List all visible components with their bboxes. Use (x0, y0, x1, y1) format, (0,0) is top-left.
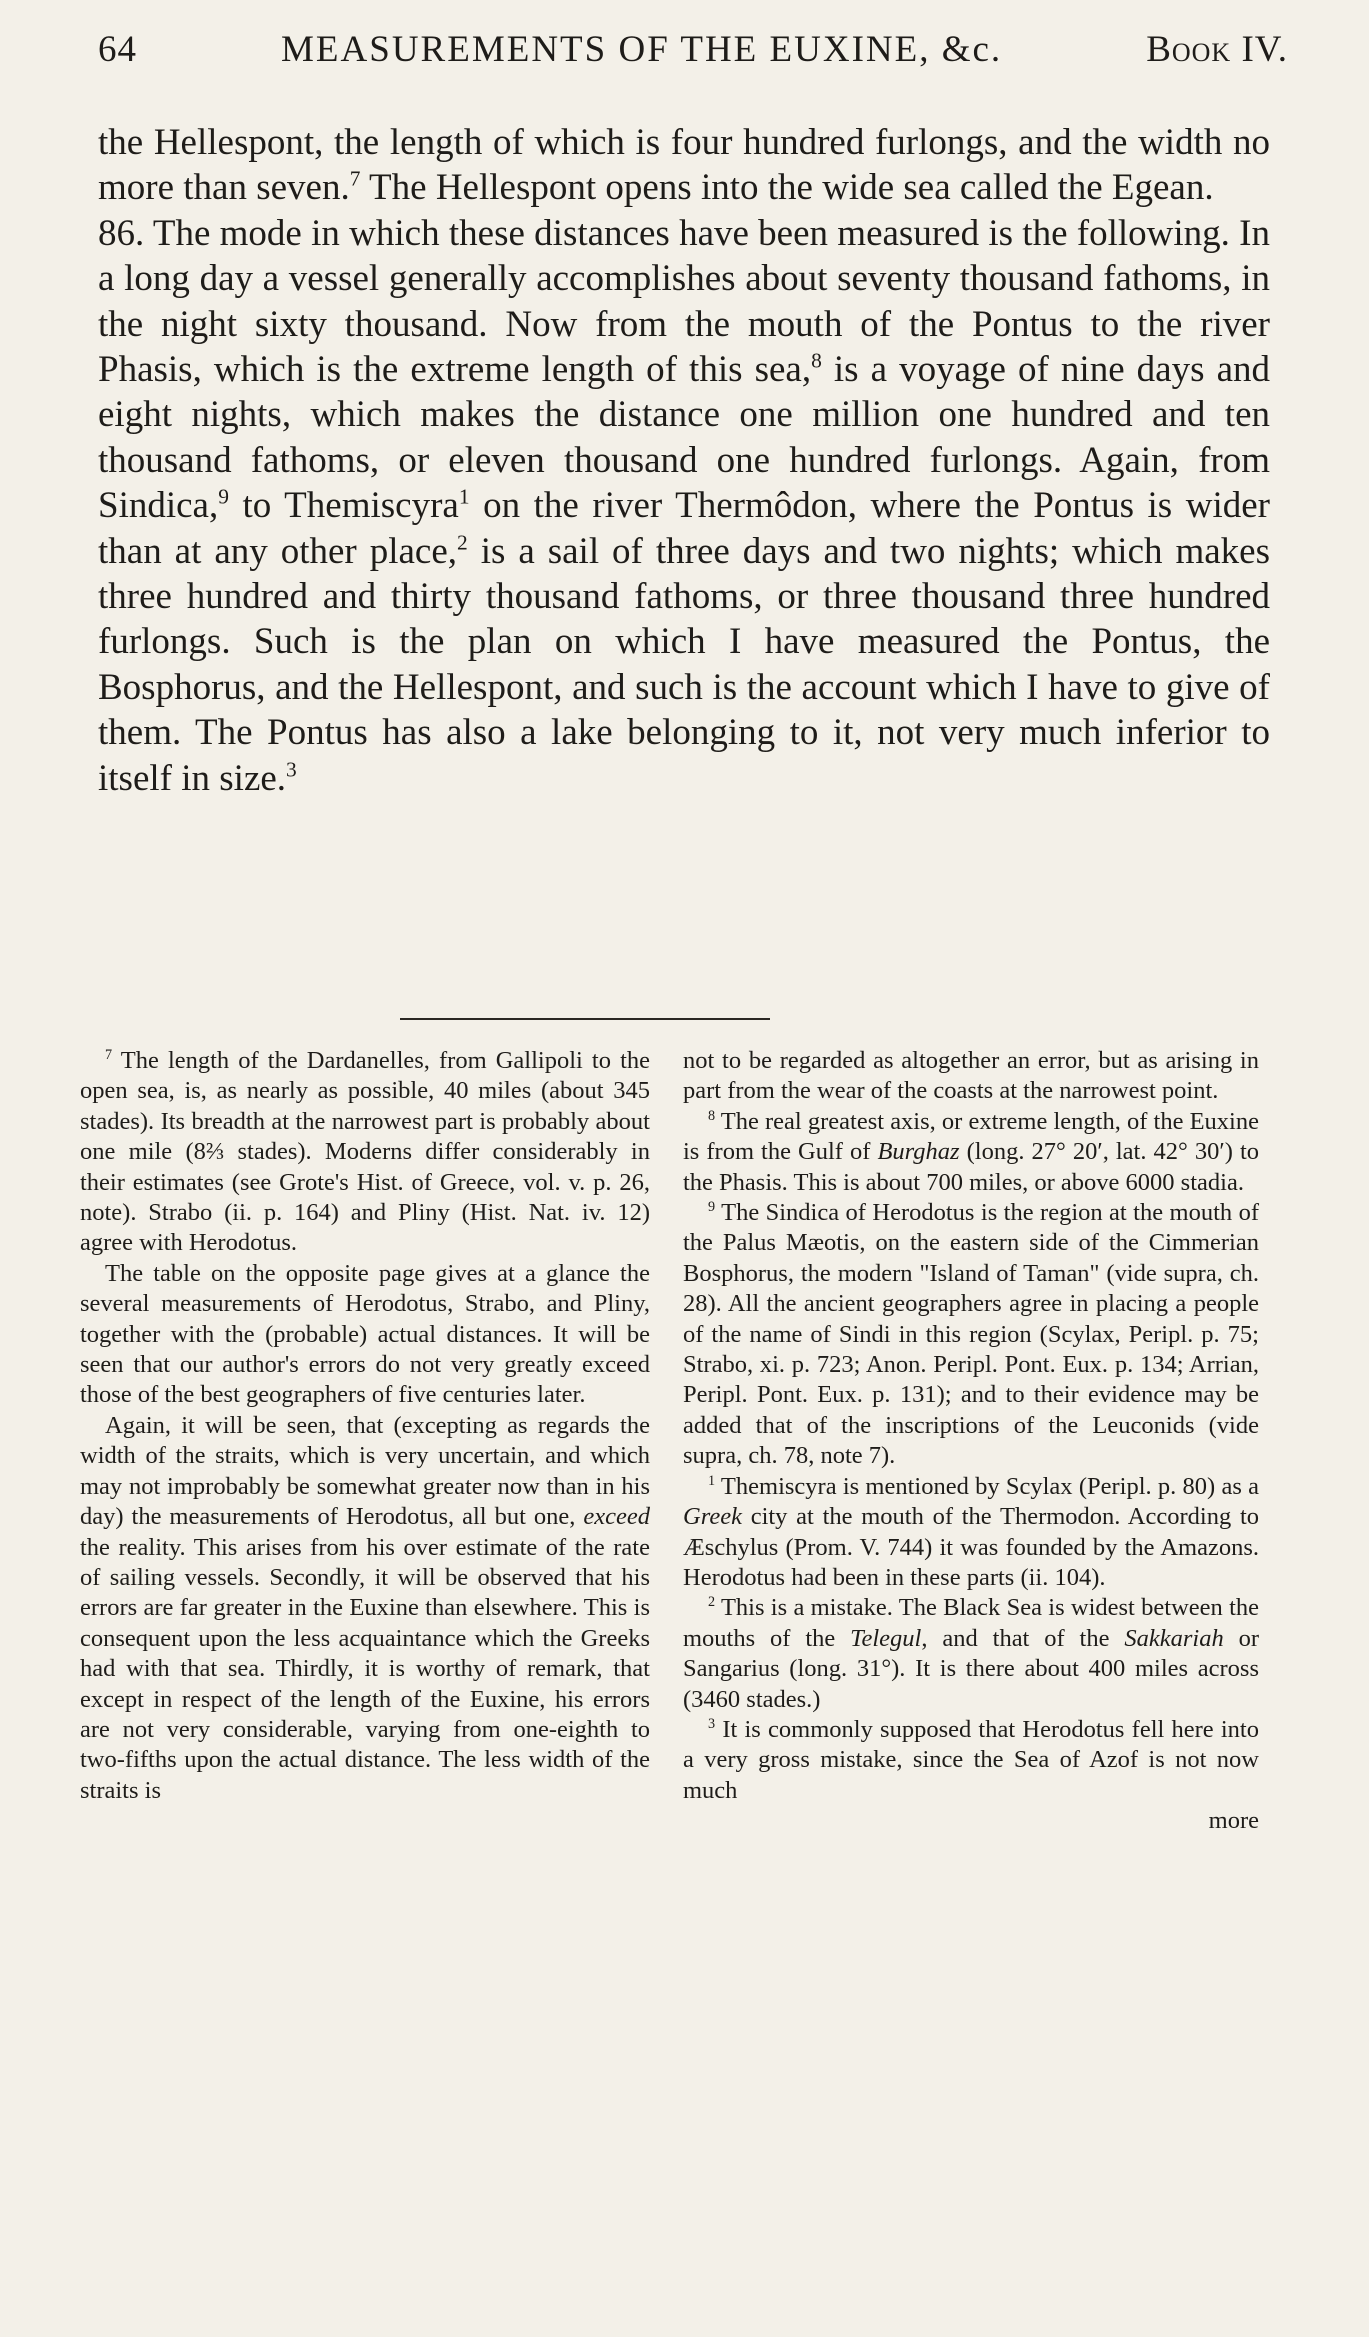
running-title: MEASUREMENTS OF THE EUXINE, &c. (281, 29, 1003, 70)
footnotes-left-column (80, 1046, 650, 1806)
footnotes-right-column (683, 1046, 1259, 1837)
main-text (98, 120, 1270, 801)
footnote-ref-8: 8 (811, 348, 822, 373)
footnote-7-para-2: The table on the opposite page gives at a glance the several measurements of Herodotus, Strabo, and Pliny, together with the (probable) actual distances. It will be seen that our author's errors do not very greatly exceed those of the best geographers of five centuries later. (80, 1259, 650, 1409)
paragraph-continued: the Hellespont, the length of which is four hundred furlongs, and the width no more than seven.$^7$ The Hellespont opens into the wide sea called the Egean. (98, 122, 1270, 209)
footnote-ref-9: 9 (218, 484, 229, 509)
footnote-ref-7: 7 (349, 167, 361, 192)
footnote-ref-2: 2 (457, 530, 468, 555)
footnote-1: $^1$ Themiscyra is mentioned by Scylax (Peripl. p. 80) as a Greek city at the mouth of the Thermodon. According to Æschylus (Prom. V. 744) it was founded by the Amazons. Herodotus had been in these parts (ii. 104). (683, 1472, 1259, 1591)
footnote-ref-1: 1 (458, 484, 470, 509)
footnote-divider (400, 1018, 770, 1020)
footnote-9: $^9$ The Sindica of Herodotus is the region at the mouth of the Palus Mæotis, on the eastern side of the Cimmerian Bosphorus, the modern "Island of Taman" (vide supra, ch. 28). All the ancient geographers agree in placing a people of the name of Sindi in this region (Scylax, Peripl. p. 75; Strabo, xi. p. 723; Anon. Peripl. Pont. Eux. p. 134; Arrian, Peripl. Pont. Eux. p. 131); and to their evidence may be added that of the inscriptions of the Leuconids (vide supra, ch. 78, note 7). (683, 1198, 1259, 1470)
footnote-8: $^8$ The real greatest axis, or extreme length, of the Euxine is from the Gulf of Burghaz (long. 27° 20′, lat. 42° 30′) to the Phasis. This is about 700 miles, or above 6000 stadia. (683, 1107, 1259, 1196)
footnote-2: $^2$ This is a mistake. The Black Sea is widest between the mouths of the Telegul, and that of the Sakkariah or Sangarius (long. 31°). It is there about 400 miles across (3460 stades.) (683, 1594, 1259, 1713)
catchword: more (1208, 1807, 1259, 1835)
footnote-3: $^3$ It is commonly supposed that Herodotus fell here into a very gross mistake, since the Sea of Azof is not now much (683, 1715, 1259, 1804)
paragraph-86: 86. The mode in which these distances have been measured is the following. In a long day a vessel generally accomplishes about seventy thousand fathoms, in the night sixty thousand. Now from the mouth of the Pontus to the river Phasis, which is the extreme length of this sea,$^8$ is a voyage of nine days and eight nights, which makes the distance one million one hundred and ten thousand fathoms, or eleven thousand one hundred furlongs. Again, from Sindica,$^9$ to Themiscyra$^1$ on the river Thermôdon, where the Pontus is wider than at any other place,$^2$ is a sail of three days and two nights; which makes three hundred and thirty thousand fathoms, or three thousand three hundred furlongs. Such is the plan on which I have measured the Pontus, the Bosphorus, and the Hellespont, and such is the account which I have to give of them. The Pontus has also a lake belonging to it, not very much inferior to itself in size.$^3$ (98, 212, 1270, 799)
footnote-7: $^7$ The length of the Dardanelles, from Gallipoli to the open sea, is, as nearly as possible, 40 miles (about 345 stades). Its breadth at the narrowest part is probably about one mile (8⅔ stades). Moderns differ considerably in their estimates (see Grote's Hist. of Greece, vol. v. p. 26, note). Strabo (ii. p. 164) and Pliny (Hist. Nat. iv. 12) agree with Herodotus. (80, 1046, 650, 1257)
page-number: 64 (98, 29, 137, 70)
running-head (98, 28, 1288, 71)
book-label: Book IV. (1146, 29, 1288, 70)
footnote-ref-3: 3 (286, 757, 297, 782)
footnote-7-para-3: Again, it will be seen, that (excepting as regards the width of the straits, which is very uncertain, and which may not improbably be somewhat greater now than in his day) the measurements of Herodotus, all but one, exceed the reality. This arises from his over estimate of the rate of sailing vessels. Secondly, it will be observed that his errors are far greater in the Euxine than elsewhere. This is consequent upon the less acquaintance which the Greeks had with that sea. Thirdly, it is worthy of remark, that except in respect of the length of the Euxine, his errors are not very considerable, varying from one-eighth to two-fifths upon the actual distance. The less width of the straits is (80, 1411, 650, 1804)
footnote-7-continued: not to be regarded as altogether an error, but as arising in part from the wear of the coasts at the narrowest point. (683, 1047, 1259, 1105)
